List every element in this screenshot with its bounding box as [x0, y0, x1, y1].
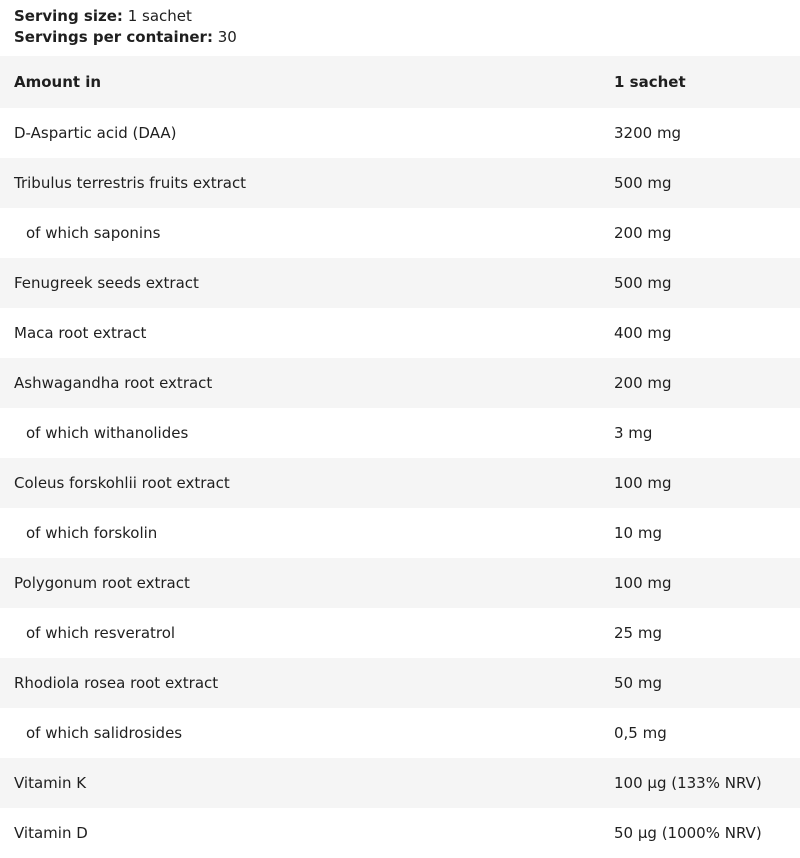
ingredient-name: of which salidrosides: [26, 724, 183, 742]
ingredient-amount: 100 mg: [614, 574, 672, 592]
table-row: [0, 608, 800, 658]
ingredient-name: Polygonum root extract: [14, 574, 190, 592]
table-header-row: [0, 56, 800, 108]
table-row: [0, 658, 800, 708]
ingredient-name: D-Aspartic acid (DAA): [14, 124, 177, 142]
ingredient-amount: 200 mg: [614, 224, 672, 242]
table-row: [0, 458, 800, 508]
ingredient-name: Ashwagandha root extract: [14, 374, 213, 392]
table-row: [0, 208, 800, 258]
serving-info: [0, 0, 800, 56]
table-row: [0, 758, 800, 808]
table-row: [0, 508, 800, 558]
ingredient-amount: 3 mg: [614, 424, 653, 442]
serving-size-label: Serving size:: [14, 7, 123, 25]
table-row: [0, 308, 800, 358]
servings-per-container-line: [14, 27, 786, 48]
serving-size-line: [14, 6, 786, 27]
ingredient-amount: 3200 mg: [614, 124, 682, 142]
ingredient-amount: 500 mg: [614, 174, 672, 192]
ingredient-amount: 100 mg: [614, 474, 672, 492]
ingredient-amount: 400 mg: [614, 324, 672, 342]
nutrition-table: [0, 56, 800, 858]
servings-per-container-value: 30: [217, 28, 237, 46]
table-row: [0, 408, 800, 458]
ingredient-name: Rhodiola rosea root extract: [14, 674, 219, 692]
table-row: [0, 558, 800, 608]
ingredient-name: Tribulus terrestris fruits extract: [14, 174, 247, 192]
ingredient-amount: 500 mg: [614, 274, 672, 292]
ingredient-name: Vitamin K: [14, 774, 87, 792]
header-name-cell: Amount in: [14, 73, 102, 91]
servings-per-container-label: Servings per container:: [14, 28, 213, 46]
header-value-cell: 1 sachet: [614, 73, 686, 91]
serving-size-value: 1 sachet: [127, 7, 192, 25]
ingredient-name: Coleus forskohlii root extract: [14, 474, 230, 492]
ingredient-amount: 100 µg (133% NRV): [614, 774, 762, 792]
ingredient-amount: 50 mg: [614, 674, 662, 692]
ingredient-amount: 0,5 mg: [614, 724, 667, 742]
ingredient-name: of which resveratrol: [26, 624, 176, 642]
table-row: [0, 708, 800, 758]
ingredient-amount: 10 mg: [614, 524, 662, 542]
ingredient-amount: 50 µg (1000% NRV): [614, 824, 762, 842]
table-row: [0, 358, 800, 408]
ingredient-amount: 200 mg: [614, 374, 672, 392]
ingredient-name: Fenugreek seeds extract: [14, 274, 199, 292]
table-row: [0, 108, 800, 158]
ingredient-name: Maca root extract: [14, 324, 147, 342]
ingredient-name: of which withanolides: [26, 424, 189, 442]
table-row: [0, 808, 800, 858]
table-row: [0, 258, 800, 308]
ingredient-name: of which saponins: [26, 224, 161, 242]
ingredient-name: of which forskolin: [26, 524, 158, 542]
table-row: [0, 158, 800, 208]
ingredient-amount: 25 mg: [614, 624, 662, 642]
ingredient-name: Vitamin D: [14, 824, 88, 842]
